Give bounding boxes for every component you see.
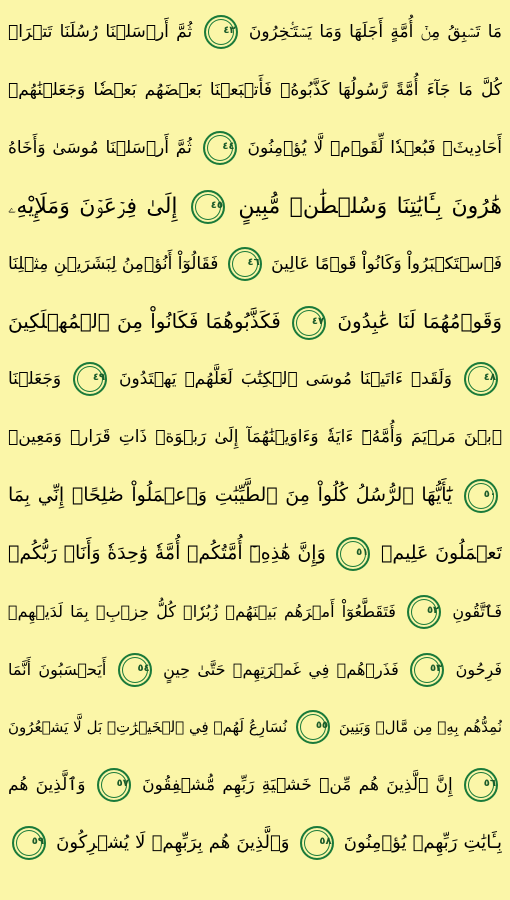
ayah-number-marker [228,247,262,281]
ayah-number: ٤٩ [92,372,106,384]
verse-text: بِـَٔايَٰتِ رَبِّهِمۡ يُؤۡمِنُونَ [343,832,502,854]
ayah-number-marker [73,362,107,396]
ayah-number-marker [410,653,444,687]
verse-text: وَقَوۡمُهُمَا لَنَا عَٰبِدُونَ [337,309,502,334]
ayah-number-marker [336,537,370,571]
ayah-number-marker [292,306,326,340]
ayah-number: ٤٧ [311,315,325,327]
quran-line [8,757,502,815]
ayah-number: ٥٤ [137,663,150,675]
verse-text: فَرِحُونَ [455,659,502,679]
verse-text: إِنَّ ٱلَّذِينَ هُم مِّنۡ خَشۡيَةِ رَبِّهِم مُّشۡفِقُونَ [142,774,453,795]
ayah-number-marker [464,362,498,396]
ayah-number-marker [204,15,238,49]
ayah-number-marker [12,826,46,860]
quran-line [8,525,502,583]
quran-line [8,236,502,294]
quran-line [8,293,502,351]
verse-text: أَحَادِيثَۚ فَبُعۡدٗا لِّقَوۡمٖ لَّا يُؤۡمِنُونَ [247,137,502,158]
quran-line [8,178,502,236]
verse-text: فَٱتَّقُونِ [452,601,502,621]
quran-line [8,641,502,699]
ayah-number: ٥٦ [483,777,496,789]
verse-text: يَٰٓأَيُّهَا ٱلرُّسُلُ كُلُواْ مِنَ ٱلطَّيِّبَٰتِ وَٱعۡمَلُواْ صَٰلِحًاۖ إِنِّي بِمَا [8,484,453,507]
verse-text: ثُمَّ أَرۡسَلۡنَا رُسُلَنَا تَتۡرَاۖ [8,22,193,42]
quran-line [8,4,502,62]
ayah-number: ٥٢ [426,605,440,617]
verse-text: إِلَىٰ فِرۡعَوۡنَ وَمَلَإِيْهِۦ [8,193,178,219]
verse-text: كُلَّ مَا جَآءَ أُمَّةً رَّسُولُهَا كَذَّبُوهُۖ فَأَتۡبَعۡنَا بَعۡضَهُم بَعۡضٗا وَجَعَلۡنَٰهُمۡ [8,79,502,100]
ayah-number-marker [203,131,237,165]
ayah-number: ٥٣ [429,663,443,675]
verse-text: نُمِدُّهُم بِهِۦ مِن مَّالٖ وَبَنِينَ [338,717,502,736]
verse-text: ثُمَّ أَرۡسَلۡنَا مُوسَىٰ وَأَخَاهُ [8,137,192,158]
ayah-number: ٥١ [356,546,369,558]
quran-line [8,583,502,641]
ayah-number: ٤٥ [210,199,223,211]
verse-text: فَذَرۡهُمۡ فِي غَمۡرَتِهِمۡ حَتَّىٰ حِينٍ [163,659,399,679]
quran-line [8,351,502,409]
ayah-number: ٥٠ [483,488,496,500]
ayah-number: ٥٩ [31,836,44,848]
ayah-number: ٤٦ [247,256,260,268]
ayah-number-marker [464,479,498,513]
ayah-number: ٥٨ [319,836,332,848]
verse-text: تَعۡمَلُونَ عَلِيمٞ [381,542,502,565]
ayah-number-marker [296,710,330,744]
ayah-number: ٥٥ [315,720,329,732]
quran-line [8,699,502,757]
verse-text: فَٱسۡتَكۡبَرُواْ وَكَانُواْ قَوۡمًا عَالِينَ [271,253,502,274]
verse-text: نُسَارِعُ لَهُمۡ فِي ٱلۡخَيۡرَٰتِۚ بَل لَّا يَشۡعُرُونَ [8,717,288,736]
quran-line [8,467,502,525]
quran-line [8,62,502,120]
verse-text: ٱبۡنَ مَرۡيَمَ وَأُمَّهُۥٓ ءَايَةٗ وَءَاوَيۡنَٰهُمَآ إِلَىٰ رَبۡوَةٖ ذَاتِ قَرَارٖ وَمَعِينٖ [8,427,502,448]
ayah-number-marker [97,768,131,802]
verse-text: فَقَالُوٓاْ أَنُؤۡمِنُ لِبَشَرَيۡنِ مِثۡلِنَا [8,253,219,274]
quran-line [8,814,502,872]
verse-text: أَيَحۡسَبُونَ أَنَّمَا [8,659,107,679]
verse-text: مَا تَسۡبِقُ مِنۡ أُمَّةٍ أَجَلَهَا وَمَا يَسۡتَـٔۡخِرُونَ [248,22,502,42]
ayah-number-marker [464,768,498,802]
ayah-number: ٤٤ [222,140,235,152]
verse-text: وَجَعَلۡنَا [8,369,62,390]
verse-text: وَٱلَّذِينَ هُم بِرَبِّهِمۡ لَا يُشۡرِكُونَ [56,832,290,854]
verse-text: فَتَقَطَّعُوٓاْ أَمۡرَهُم بَيۡنَهُمۡ زُبُرٗاۖ كُلُّ حِزۡبِۭ بِمَا لَدَيۡهِمۡ [8,601,396,621]
verse-text: فَكَذَّبُوهُمَا فَكَانُواْ مِنَ ٱلۡمُهۡلَكِينَ [8,309,281,334]
ayah-number-marker [300,826,334,860]
ayah-number: ٥٧ [116,777,129,789]
ayah-number-marker [118,653,152,687]
verse-text: وَلَقَدۡ ءَاتَيۡنَا مُوسَى ٱلۡكِتَٰبَ لَعَلَّهُمۡ يَهۡتَدُونَ [119,369,453,390]
verse-text: هَٰرُونَ بِـَٔايَٰتِنَا وَسُلۡطَٰنٖ مُّبِينٍ [238,193,502,219]
quran-line [8,120,502,178]
verse-text: وَإِنَّ هَٰذِهِۦٓ أُمَّتُكُمۡ أُمَّةٗ وَٰحِدَةٗ وَأَنَا۠ رَبُّكُمۡ [8,542,326,565]
quran-line [8,409,502,467]
ayah-number: ٤٨ [483,372,496,384]
verse-text: وَٱلَّذِينَ هُم [8,774,86,795]
ayah-number-marker [191,190,225,224]
ayah-number: ٤٣ [223,25,236,36]
ayah-number-marker [407,595,441,629]
